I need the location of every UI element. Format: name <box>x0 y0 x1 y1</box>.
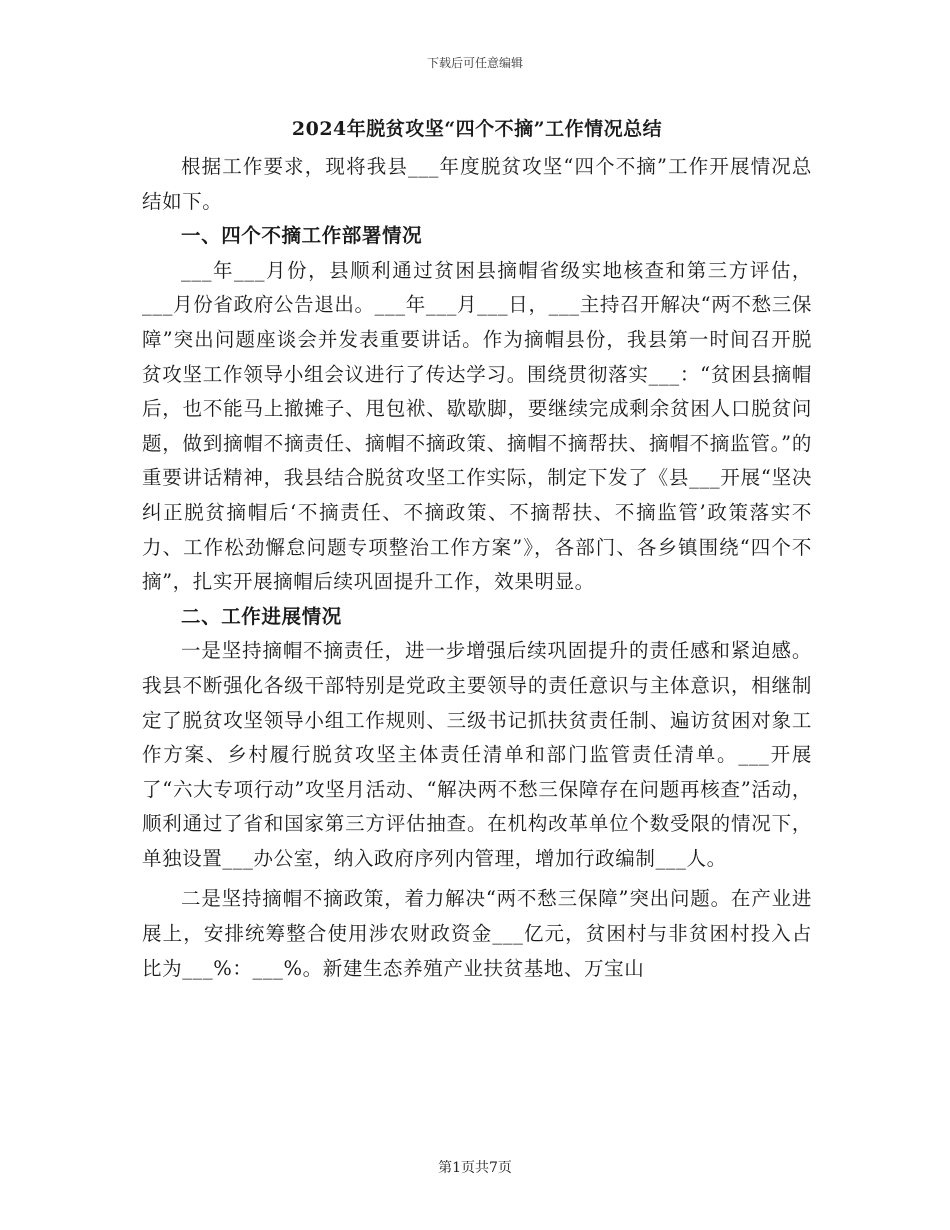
intro-paragraph: 根据工作要求，现将我县___年度脱贫攻坚“四个不摘”工作开展情况总结如下。 <box>142 155 812 213</box>
document-body <box>142 112 812 986</box>
section-heading: 一、四个不摘工作部署情况 <box>181 224 423 248</box>
body-paragraph: 二是坚持摘帽不摘政策，着力解决“两不愁三保障”突出问题。在产业进展上，安排统筹整合使用涉农财政资金___亿元，贫困村与非贫困村投入占比为___%：___%。新建生态养殖产业扶贫基地、万宝山 <box>142 887 812 980</box>
page-header-note: 下载后可任意编辑 <box>426 56 523 70</box>
page-number: 第1页共7页 <box>438 1160 512 1176</box>
body-paragraph: ___年___月份，县顺利通过贫困县摘帽省级实地核查和第三方评估，___月份省政府公告退出。___年___月___日，___主持召开解决“两不愁三保障”突出问题座谈会并发表重要讲话。作为摘帽县份，我县第一时间召开脱贫攻坚工作领导小组会议进行了传达学习。围绕贯彻落实___：“贫困县摘帽后，也不能马上撤摊子、甩包袱、歇歇脚，要继续完成剩余贫困人口脱贫问题，做到摘帽不摘责任、摘帽不摘政策、摘帽不摘帮扶、摘帽不摘监管。”的重要讲话精神，我县结合脱贫攻坚工作实际，制定下发了《县___开展“坚决纠正脱贫摘帽后‘不摘责任、不摘政策、不摘帮扶、不摘监管’政策落实不力、工作松劲懈怠问题专项整治工作方案”》，各部门、各乡镇围绕“四个不摘”，扎实开展摘帽后续巩固提升工作，效果明显。 <box>142 258 812 594</box>
document-title: 2024年脱贫攻坚“四个不摘”工作情况总结 <box>291 118 663 140</box>
body-paragraph: 一是坚持摘帽不摘责任，进一步增强后续巩固提升的责任感和紧迫感。我县不断强化各级干部特别是党政主要领导的责任意识与主体意识，相继制定了脱贫攻坚领导小组工作规则、三级书记抓扶贫责任制、遍访贫困对象工作方案、乡村履行脱贫攻坚主体责任清单和部门监管责任清单。___开展了“六大专项行动”攻坚月活动、“解决两不愁三保障存在问题再核查”活动，顺利通过了省和国家第三方评估抽查。在机构改革单位个数受限的情况下，单独设置___办公室，纳入政府序列内管理，增加行政编制___人。 <box>142 639 812 870</box>
section-heading: 二、工作进展情况 <box>181 604 342 628</box>
